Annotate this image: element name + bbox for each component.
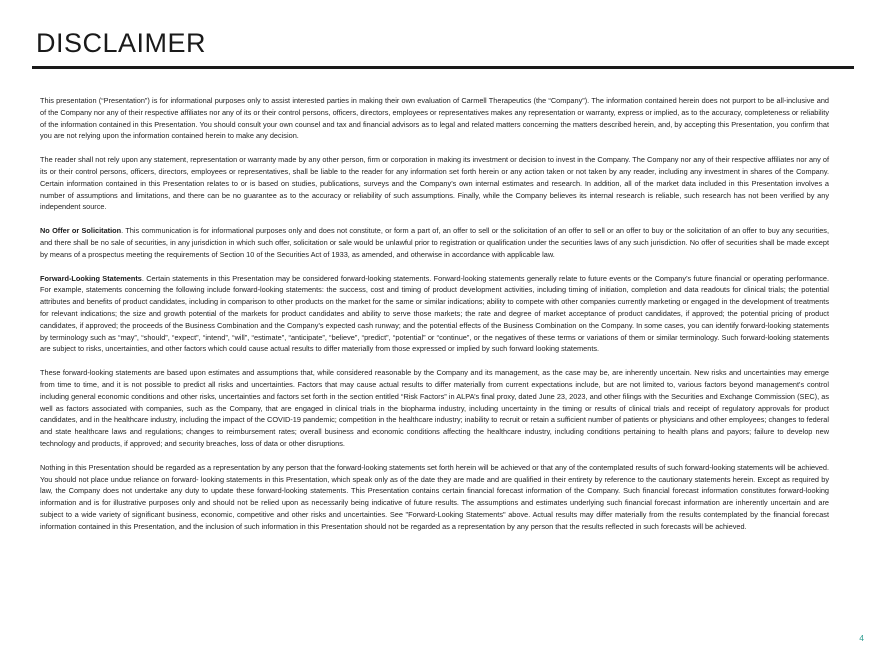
page-number: 4 (859, 633, 864, 643)
paragraph-forecasts: Nothing in this Presentation should be regarded as a representation by any person that the forward-looking statements set forth herein will be achieved or that any of the contemplated results of such forward-looking statements will be achieved. You should not place undue reliance on forward- looking statements in this Presentation, which speak only as of the date they are made and are qualified in their entirety by reference to the cautionary statements herein. Except as required by law, the Company does not undertake any duty to update these forward-looking statements. This Presentation contains certain financial forecast information of the Company. Such financial forecast information constitutes forward-looking information and is for illustrative purposes only and should not be relied upon as necessarily being indicative of future results. The assumptions and estimates underlying such financial forecast information are inherently uncertain and are subject to a wide variety of significant business, economic, competitive and other risks and uncertainties. See "Forward-Looking Statements" above. Actual results may differ materially from the results contemplated by the financial forecast information contained in this Presentation, and the inclusion of such information in this Presentation should not be regarded as a representation by any person that the results reflected in such forecasts will be achieved. (40, 462, 829, 531)
paragraph-intro: This presentation (“Presentation”) is for informational purposes only to assist interested parties in making their own evaluation of Carmell Therapeutics (the “Company”). The information contained herein does not purport to be all-inclusive and of the Company nor any of their respective affiliates nor any of its or their control persons, officers, directors, employees or representatives makes any representation or warranty, express or implied, as to the accuracy, completeness or reliability of the information contained in this Presentation. You should consult your own counsel and tax and financial advisors as to legal and related matters concerning the matters described herein, and, by accepting this Presentation, you confirm that you are not relying upon the information contained herein to make any decision. (40, 96, 829, 141)
paragraph-reliance: The reader shall not rely upon any statement, representation or warranty made by any other person, firm or corporation in making its investment or decision to invest in the Company. The Company nor any of their respective affiliates nor any of its or their control persons, officers, directors, employees or representatives, shall be liable to the reader for any information set forth herein or any action taken or not taken by any reader, including any investment in shares of the Company. Certain information contained in this Presentation relates to or is based on studies, publications, surveys and the Company’s own internal estimates and research. In addition, all of the market data included in this Presentation involves a number of assumptions and limitations, and there can be no guarantee as to the accuracy or reliability of such assumptions. Finally, while the Company believes its internal research is reliable, such research has not been verified by any independent source. (40, 155, 829, 212)
forward-looking-heading: Forward-Looking Statements (40, 273, 142, 283)
no-offer-text: . This communication is for informational purposes only and does not constitute, or form a part of, an offer to sell or the solicitation of an offer to sell or an offer to buy or the solicitation of an offer to buy any securities, and there shall be no sale of securities, in any jurisdiction in which such offer, solicitation or sale would be unlawful prior to registration or qualification under the securities laws of any such jurisdiction. No offer of securities shall be made except by means of a prospectus meeting the requirements of Section 10 of the Securities Act of 1933, as amended, and otherwise in accordance with applicable law. (40, 226, 829, 259)
paragraph-risk-factors: These forward-looking statements are based upon estimates and assumptions that, while considered reasonable by the Company and its management, as the case may be, are inherently uncertain. New risks and uncertainties may emerge from time to time, and it is not possible to predict all risks and uncertainties. Factors that may cause actual results to differ materially from current expectations include, but are not limited to, various factors beyond management's control including general economic conditions and other risks, uncertainties and factors set forth in the section entitled “Risk Factors” in ALPA’s final proxy, dated June 23, 2023, and other filings with the Securities and Exchange Commission (SEC), as well as factors associated with companies, such as the Company, that are engaged in clinical trials in the biopharma industry, including uncertainty in the timing or results of clinical trials and receipt of regulatory approvals for product candidates, and in the healthcare industry, including the impact of the COVID-19 pandemic; competition in the healthcare industry; inability to recruit or retain a sufficient number of patients or physicians and other employees; changes to federal and state healthcare laws and regulations; changes to reimbursement rates; overall business and economic conditions affecting the healthcare industry, including conditions pertaining to health plans and payors; failure to develop new technology and products, if approved; and security breaches, loss of data or other disruptions. (40, 368, 829, 448)
forward-looking-text: . Certain statements in this Presentation may be considered forward-looking statements. Forward-looking statements generally relate to future events or the Company’s future financial or operating performance. For example, statements concerning the following include forward-looking statements: the success, cost and timing of product development activities, including timing of initiation, completion and data readouts for clinical trials; the potential attributes and benefits of product candidates, including in comparison to other products on the market for the same or similar indications; ability to compete with other companies currently marketing or engaged in the development of treatments for relevant indications; the size and growth potential of the markets for product candidates and ability to serve those markets; the rate and degree of market acceptance of product candidates, if approved; the potential pricing of product candidates, if approved; the proceeds of the Business Combination and the Company’s expected cash runway; and the potential effects of the Business Combination on the Company. In some cases, you can identify forward-looking statements by terminology such as “may”, “should”, “expect”, “intend”, “will”, “estimate”, “anticipate”, “believe”, “predict”, “potential” or “continue”, or the negatives of these terms or variations of them or similar terminology. Such forward-looking statements are subject to risks, uncertainties, and other factors which could cause actual results to differ materially from those expressed or implied by such forward looking statements. (40, 273, 829, 354)
disclaimer-body (40, 95, 829, 533)
no-offer-heading: No Offer or Solicitation (40, 226, 122, 236)
paragraph-forward-looking (40, 273, 829, 356)
title-divider (32, 66, 854, 69)
paragraph-no-offer (40, 225, 829, 260)
page-title: DISCLAIMER (36, 28, 207, 58)
